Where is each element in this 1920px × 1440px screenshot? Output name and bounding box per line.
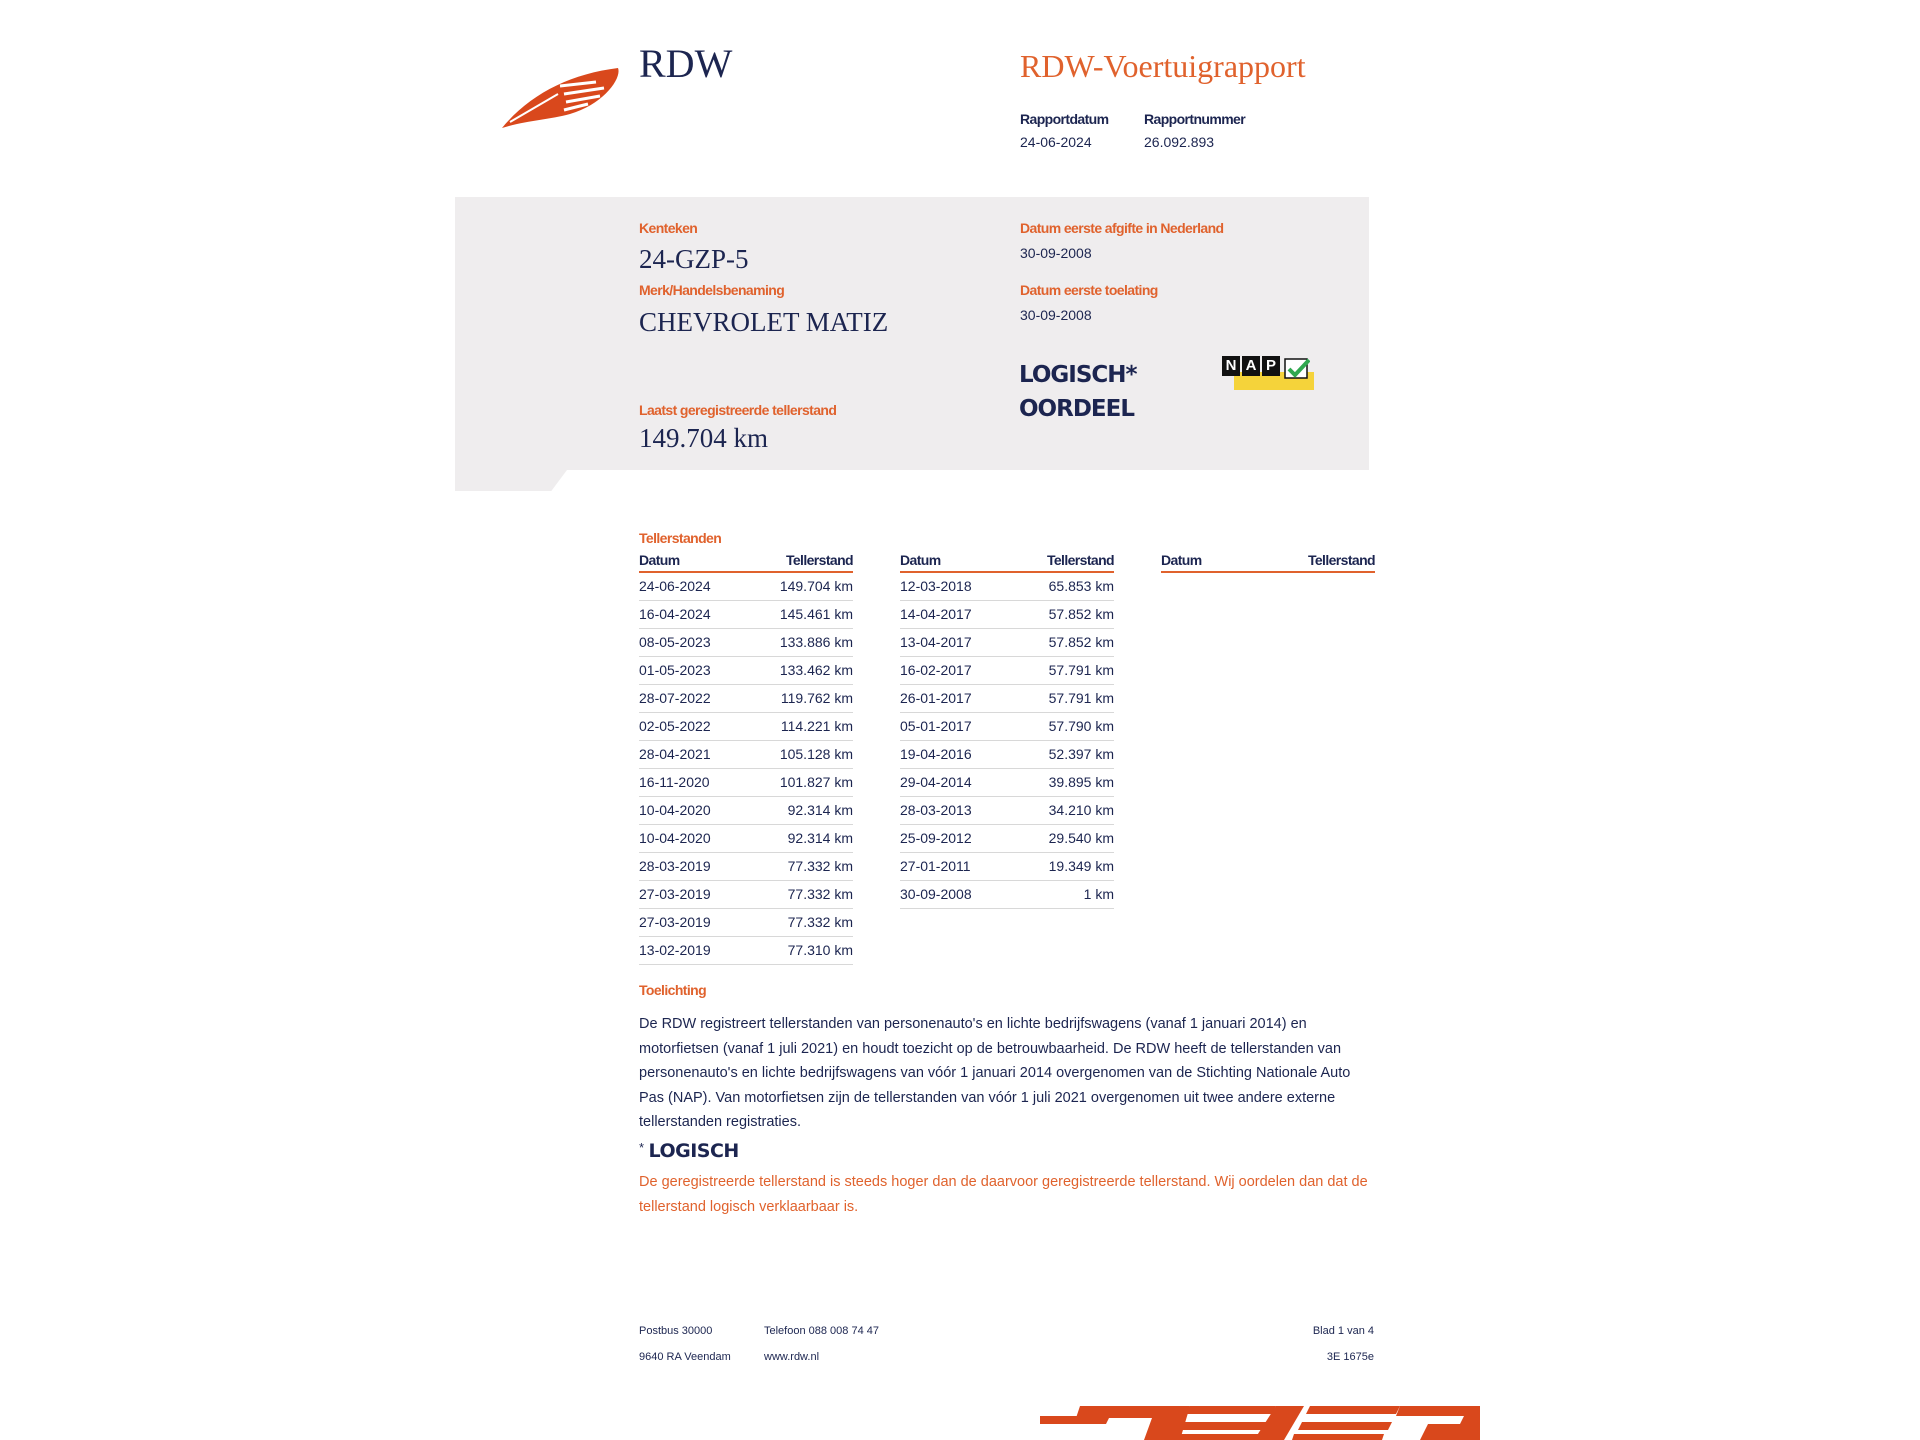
logisch-title: LOGISCH xyxy=(648,1140,739,1162)
row-date: 30-09-2008 xyxy=(900,886,972,902)
row-date: 12-03-2018 xyxy=(900,578,972,594)
table-row xyxy=(900,685,1114,713)
rapportdatum-label: Rapportdatum xyxy=(1020,111,1109,127)
rdw-logo-icon xyxy=(500,64,628,132)
toelichting-text: De RDW registreert tellerstanden van personenauto's en lichte bedrijfswagens (vanaf 1 januari 2014) en motorfietsen (vanaf 1 juli 2021) en houdt toezicht op de betrouwbaarheid. De RDW heeft de tellerstanden van personenauto's en lichte bedrijfswagens van vóór 1 januari 2014 overgenomen van de Stichting Nationale Auto Pas (NAP). Van motorfietsen zijn de tellerstanden van vóór 1 juli 2021 overgenomen uit twee andere externe tellerstanden registraties. xyxy=(639,1016,1351,1130)
col-header-tellerstand: Tellerstand xyxy=(785,552,853,568)
tellerstanden-label: Tellerstanden xyxy=(639,530,722,546)
row-tellerstand: 119.762 km xyxy=(780,690,853,706)
row-date: 16-02-2017 xyxy=(900,662,972,678)
row-tellerstand: 105.128 km xyxy=(779,746,853,762)
row-tellerstand: 145.461 km xyxy=(779,606,853,622)
row-tellerstand: 39.895 km xyxy=(1048,774,1114,790)
table-row xyxy=(639,685,853,713)
table-row xyxy=(639,909,853,937)
kenteken-value: 24-GZP-5 xyxy=(639,244,749,274)
table-row xyxy=(900,797,1114,825)
toelating-value: 30-09-2008 xyxy=(1020,307,1092,323)
row-date: 16-04-2024 xyxy=(639,606,711,622)
footer-telefoon: Telefoon 088 008 74 47 xyxy=(764,1325,879,1337)
row-date: 02-05-2022 xyxy=(639,718,711,734)
table-row xyxy=(900,741,1114,769)
table-row xyxy=(639,713,853,741)
nap-letter-n: N xyxy=(1222,356,1240,376)
row-tellerstand: 57.790 km xyxy=(1048,718,1114,734)
row-date: 25-09-2012 xyxy=(900,830,972,846)
footer-blad: Blad 1 van 4 xyxy=(1312,1325,1374,1337)
toelating-label: Datum eerste toelating xyxy=(1020,282,1158,298)
toelichting-label: Toelichting xyxy=(639,982,707,998)
decorative-stripes-icon xyxy=(1040,1402,1480,1440)
vehicle-panel xyxy=(455,197,1369,470)
row-tellerstand: 133.462 km xyxy=(779,662,853,678)
row-date: 10-04-2020 xyxy=(639,830,711,846)
rapportnummer-label: Rapportnummer xyxy=(1144,111,1246,127)
row-tellerstand: 57.852 km xyxy=(1048,606,1114,622)
table-row xyxy=(900,769,1114,797)
table-row xyxy=(639,825,853,853)
row-tellerstand: 133.886 km xyxy=(779,634,853,650)
row-date: 13-02-2019 xyxy=(639,942,711,958)
table-row xyxy=(900,629,1114,657)
row-tellerstand: 92.314 km xyxy=(787,830,853,846)
footer-postcode: 9640 RA Veendam xyxy=(639,1351,731,1363)
footer-code: 3E 1675e xyxy=(1326,1351,1374,1363)
table-row xyxy=(639,573,853,601)
table-row xyxy=(639,797,853,825)
row-date: 29-04-2014 xyxy=(900,774,972,790)
table-row xyxy=(900,825,1114,853)
logisch-text: De geregistreerde tellerstand is steeds hoger dan de daarvoor geregistreerde tellerstand. Wij oordelen dan dat de tellerstand logisch verklaarbaar is. xyxy=(639,1174,1368,1215)
row-tellerstand: 34.210 km xyxy=(1048,802,1114,818)
row-date: 16-11-2020 xyxy=(639,774,710,790)
row-tellerstand: 57.852 km xyxy=(1048,634,1114,650)
row-tellerstand: 92.314 km xyxy=(787,802,853,818)
row-tellerstand: 57.791 km xyxy=(1048,690,1114,706)
footer-postbus: Postbus 30000 xyxy=(639,1325,713,1337)
nap-check-icon xyxy=(1284,358,1310,380)
col-header-datum: Datum xyxy=(1161,552,1202,568)
vehicle-panel-tab xyxy=(455,470,567,491)
teller-value: 149.704 km xyxy=(639,423,769,453)
row-tellerstand: 29.540 km xyxy=(1048,830,1114,846)
row-date: 28-03-2019 xyxy=(639,858,711,874)
brand-name: RDW xyxy=(639,41,733,86)
table-row xyxy=(639,881,853,909)
row-tellerstand: 1 km xyxy=(1083,886,1114,902)
nap-letter-p: P xyxy=(1262,356,1280,376)
row-date: 19-04-2016 xyxy=(900,746,972,762)
merk-label: Merk/Handelsbenaming xyxy=(639,282,785,298)
row-date: 10-04-2020 xyxy=(639,802,711,818)
row-date: 28-07-2022 xyxy=(639,690,711,706)
tellerstanden-table-1 xyxy=(639,552,853,965)
row-tellerstand: 77.310 km xyxy=(787,942,853,958)
tellerstanden-table-2 xyxy=(900,552,1114,909)
kenteken-label: Kenteken xyxy=(639,220,698,236)
table-row xyxy=(639,629,853,657)
rapportnummer-value: 26.092.893 xyxy=(1144,134,1215,150)
row-tellerstand: 149.704 km xyxy=(779,578,853,594)
row-tellerstand: 101.827 km xyxy=(779,774,853,790)
row-date: 13-04-2017 xyxy=(900,634,972,650)
table-row xyxy=(639,937,853,965)
teller-label: Laatst geregistreerde tellerstand xyxy=(639,402,837,418)
row-tellerstand: 77.332 km xyxy=(787,886,853,902)
table-row xyxy=(639,853,853,881)
col-header-datum: Datum xyxy=(639,552,680,568)
table-row xyxy=(900,881,1114,909)
afgifte-label: Datum eerste afgifte in Nederland xyxy=(1020,220,1224,236)
report-title: RDW-Voertuigrapport xyxy=(1020,48,1306,84)
row-date: 28-04-2021 xyxy=(639,746,711,762)
row-tellerstand: 57.791 km xyxy=(1048,662,1114,678)
tellerstanden-table-3 xyxy=(1161,552,1375,573)
table-row xyxy=(639,601,853,629)
row-date: 01-05-2023 xyxy=(639,662,711,678)
row-tellerstand: 114.221 km xyxy=(780,718,853,734)
footer-website-link[interactable]: www.rdw.nl xyxy=(764,1351,820,1363)
oordeel-value: LOGISCH* xyxy=(1019,362,1137,388)
table-row xyxy=(639,741,853,769)
rapportdatum-value: 24-06-2024 xyxy=(1020,134,1092,150)
nap-letter-a: A xyxy=(1242,356,1260,376)
table-row xyxy=(900,601,1114,629)
row-date: 28-03-2013 xyxy=(900,802,972,818)
row-date: 27-01-2011 xyxy=(900,858,971,874)
table-header xyxy=(1161,552,1375,573)
col-header-datum: Datum xyxy=(900,552,941,568)
col-header-tellerstand: Tellerstand xyxy=(1046,552,1114,568)
table-row xyxy=(639,657,853,685)
row-date: 26-01-2017 xyxy=(900,690,972,706)
row-date: 14-04-2017 xyxy=(900,606,972,622)
table-row xyxy=(900,713,1114,741)
row-tellerstand: 19.349 km xyxy=(1048,858,1114,874)
row-tellerstand: 77.332 km xyxy=(787,858,853,874)
table-row xyxy=(900,573,1114,601)
logisch-heading xyxy=(639,1140,739,1162)
table-row xyxy=(900,853,1114,881)
row-tellerstand: 77.332 km xyxy=(787,914,853,930)
logisch-marker: * xyxy=(639,1140,645,1155)
row-date: 05-01-2017 xyxy=(900,718,972,734)
row-date: 27-03-2019 xyxy=(639,914,711,930)
row-tellerstand: 52.397 km xyxy=(1048,746,1114,762)
merk-value: CHEVROLET MATIZ xyxy=(639,307,889,337)
table-header xyxy=(639,552,853,573)
table-row xyxy=(900,657,1114,685)
row-tellerstand: 65.853 km xyxy=(1048,578,1114,594)
row-date: 08-05-2023 xyxy=(639,634,711,650)
nap-badge xyxy=(1222,356,1314,392)
table-row xyxy=(639,769,853,797)
oordeel-label: OORDEEL xyxy=(1019,396,1134,422)
row-date: 27-03-2019 xyxy=(639,886,711,902)
table-header xyxy=(900,552,1114,573)
col-header-tellerstand: Tellerstand xyxy=(1307,552,1375,568)
afgifte-value: 30-09-2008 xyxy=(1020,245,1092,261)
row-date: 24-06-2024 xyxy=(639,578,711,594)
